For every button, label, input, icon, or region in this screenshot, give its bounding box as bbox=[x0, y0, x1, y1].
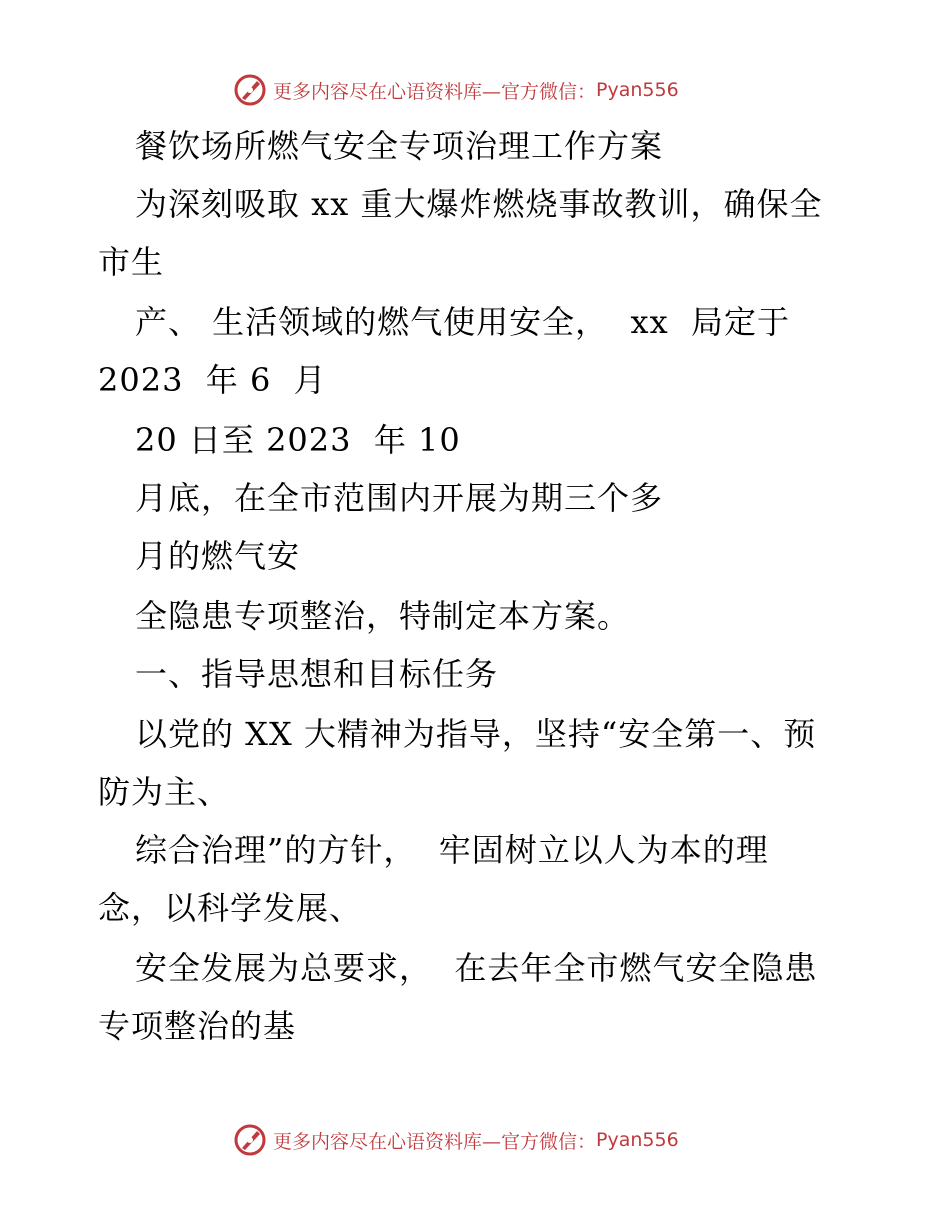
watermark-footer bbox=[0, 1120, 950, 1160]
paragraph-line: 防为主、 bbox=[98, 773, 231, 811]
watermark-handle: Pyan556 bbox=[596, 79, 679, 101]
paragraph-line: 安全发展为总要求， 在去年全市燃气安全隐患 bbox=[135, 949, 818, 987]
paragraph-line: 月的燃气安 bbox=[135, 537, 301, 575]
paragraph-line: 20 日至 2023 年 10 bbox=[135, 421, 461, 459]
paragraph-line: 2023 年 6 月 bbox=[98, 361, 327, 399]
watermark-text: 更多内容尽在心语资料库—官方微信： bbox=[273, 1130, 597, 1153]
watermark-header bbox=[0, 70, 950, 110]
watermark-handle: Pyan556 bbox=[596, 1129, 679, 1151]
logo-icon bbox=[233, 73, 267, 107]
paragraph-line: 念，以科学发展、 bbox=[98, 889, 363, 927]
paragraph-line: 市生 bbox=[98, 243, 165, 281]
section-heading: 一、指导思想和目标任务 bbox=[135, 655, 499, 693]
paragraph-line: 综合治理”的方针， 牢固树立以人为本的理 bbox=[135, 831, 769, 869]
paragraph-line: 为深刻吸取 xx 重大爆炸燃烧事故教训，确保全 bbox=[135, 185, 823, 223]
watermark-header-content bbox=[233, 70, 679, 110]
paragraph-line: 月底，在全市范围内开展为期三个多 bbox=[135, 479, 664, 517]
document-title: 餐饮场所燃气安全专项治理工作方案 bbox=[135, 127, 664, 165]
watermark-footer-content bbox=[233, 1120, 679, 1160]
logo-icon bbox=[233, 1123, 267, 1157]
paragraph-line: 专项整治的基 bbox=[98, 1007, 297, 1045]
watermark-text: 更多内容尽在心语资料库—官方微信： bbox=[273, 80, 597, 103]
paragraph-line: 以党的 XX 大精神为指导，坚持“安全第一、预 bbox=[135, 715, 817, 753]
paragraph-line: 产、 生活领域的燃气使用安全， xx 局定于 bbox=[135, 303, 790, 341]
paragraph-line: 全隐患专项整治，特制定本方案。 bbox=[135, 597, 631, 635]
